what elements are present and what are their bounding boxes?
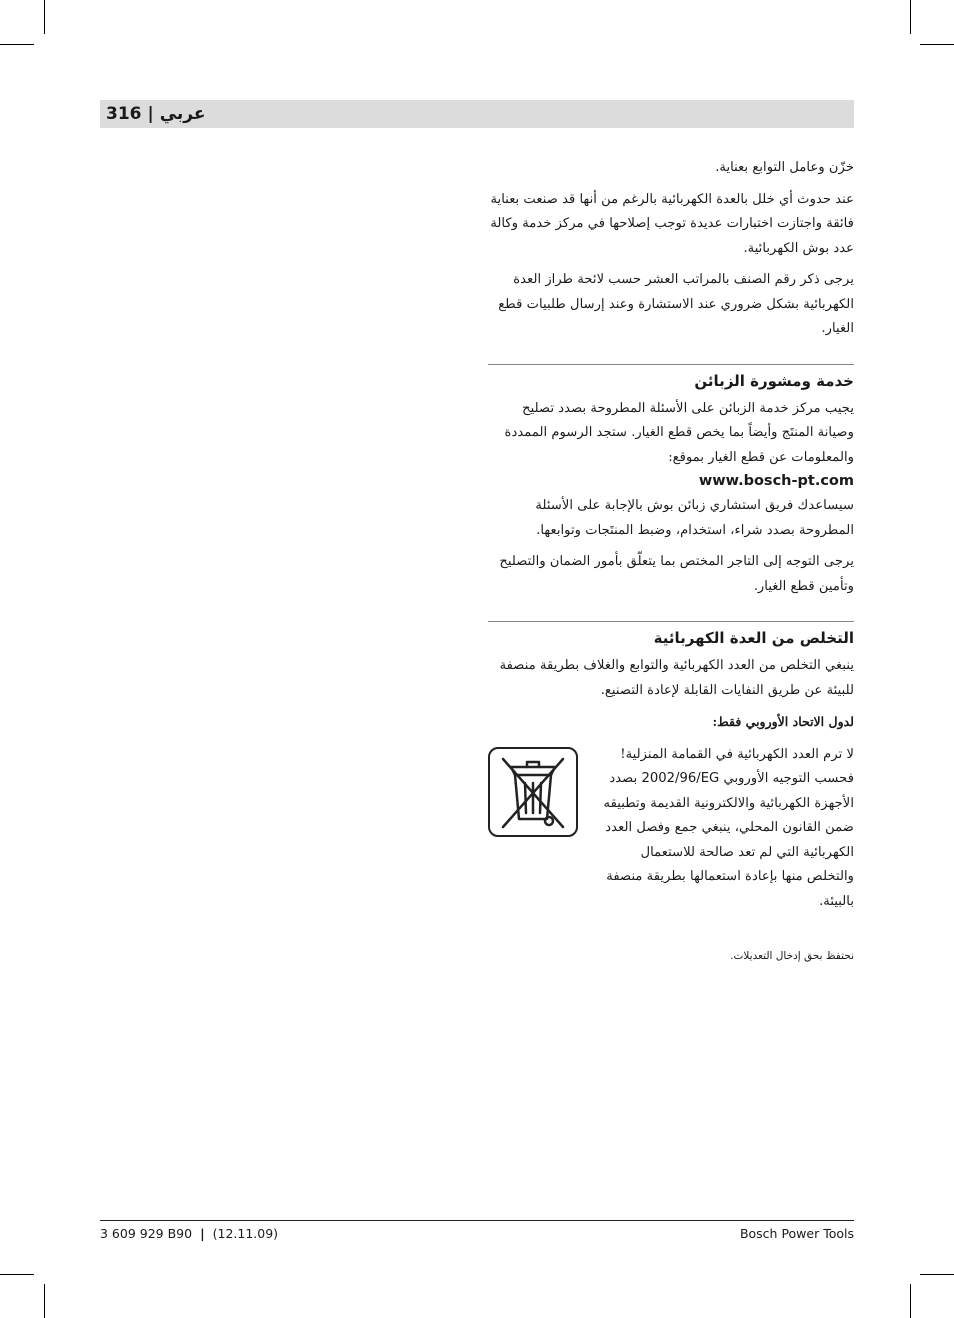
crop-mark <box>44 0 45 34</box>
modification-note: نحتفظ بحق إدخال التعديلات. <box>730 950 854 962</box>
intro-paragraph-1: خزّن وعامل التوابع بعناية. <box>715 160 854 175</box>
page-number: 316 <box>106 104 142 124</box>
footer-separator: | <box>200 1226 205 1241</box>
directive-number: 2002/96/EG <box>641 771 720 786</box>
weee-directive-text: فحسب التوجيه الأوروبي 2002/96/EG بصدد الأجهزة الكهربائية والالكترونية القديمة وتطبيقه ضمن القانون المحلي، ينبغي جمع وفصل العدد الكهربائية التي لم تعد صالحة للاستعمال والتخلص منها بإعادة استعمالها بطريقة منصفة بالبيئة. <box>603 771 854 909</box>
crop-mark <box>920 1274 954 1275</box>
crop-mark <box>0 44 34 45</box>
crop-mark <box>910 1284 911 1318</box>
service-paragraph-3: يرجى التوجه إلى التاجر المختص بما يتعلّق بأمور الضمان والتصليح وتأمين قطع الغيار. <box>499 554 854 594</box>
crop-mark <box>920 44 954 45</box>
section-divider <box>488 621 854 622</box>
header-language: عربي <box>159 104 206 124</box>
main-column <box>488 156 854 969</box>
doc-number: 3 609 929 B90 <box>100 1226 193 1241</box>
crop-mark <box>910 0 911 34</box>
header-separator: | <box>147 104 154 124</box>
bosch-website-link[interactable]: www.bosch-pt.com <box>698 473 854 489</box>
disposal-paragraph-1: ينبغي التخلص من العدد الكهربائية والتوابع والغلاف بطريقة منصفة للبيئة عن طريق النفايات القابلة لإعادة التصنيع. <box>499 658 854 698</box>
weee-warning: لا ترم العدد الكهربائية في القمامة المنزلية! <box>620 746 854 762</box>
eu-only-heading: لدول الاتحاد الأوروبي فقط: <box>712 714 854 729</box>
crop-mark <box>0 1274 34 1275</box>
footer-rule <box>100 1220 854 1221</box>
weee-block <box>488 743 854 915</box>
section-divider <box>488 364 854 365</box>
doc-date: (12.11.09) <box>212 1226 279 1241</box>
crop-mark <box>44 1284 45 1318</box>
service-paragraph-1: يجيب مركز خدمة الزبائن على الأسئلة المطروحة بصدد تصليح وصيانة المنتَج وأيضاً بما يخص قطع الغيار. ستجد الرسوم الممددة والمعلومات عن قطع الغيار بموقع: <box>504 400 854 465</box>
intro-paragraph-3: يرجى ذكر رقم الصنف بالمراتب العشر حسب لائحة طراز العدة الكهربائية بشكل ضروري عند الاستشارة وعند إرسال طلبيات قطع الغيار. <box>498 272 854 336</box>
page-header <box>100 100 854 128</box>
weee-text <box>592 743 854 915</box>
intro-paragraph-2: عند حدوث أي خلل بالعدة الكهربائية بالرغم من أنها قد صنعت بعناية فائقة واجتازت اختبارات عديدة توجب إصلاحها في مركز خدمة وكالة عدد بوش الكهربائية. <box>490 191 854 256</box>
service-paragraph-2: سيساعدك فريق استشاري زبائن بوش بالإجابة على الأسئلة المطروحة بصدد شراء، استخدام، وضبط المنتَجات وتوابعها. <box>535 498 854 538</box>
crossed-out-wheelie-bin-icon <box>488 747 578 837</box>
service-section-title: خدمة ومشورة الزبائن <box>694 371 854 390</box>
footer-brand: Bosch Power Tools <box>739 1226 854 1241</box>
disposal-section-title: التخلص من العدة الكهربائية <box>653 629 854 647</box>
footer-doc-info <box>100 1226 278 1241</box>
